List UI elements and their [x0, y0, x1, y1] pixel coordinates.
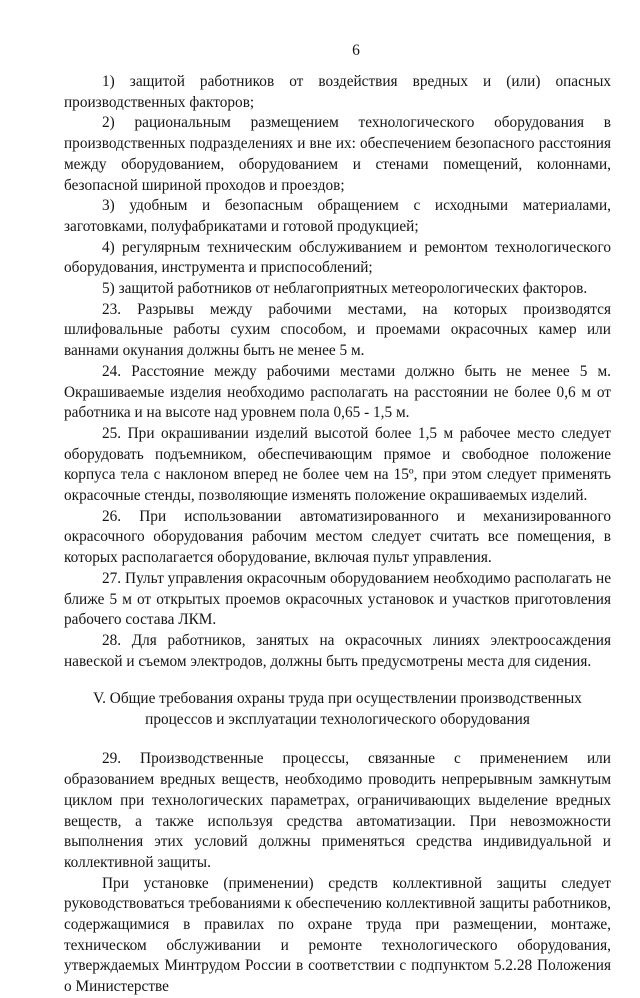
collective-protection-paragraph: При установке (применении) средств коллективной защиты следует руководствоваться требованиями к обеспечению коллективной защиты работников, содержащимися в правилах по охране труда при размещении, монтаже, техническом обслуживании и ремонте технологического оборудования, утверждаемых Минтрудом России в соответствии с подпунктом 5.2.28 Положения о Министерстве — [64, 874, 611, 996]
list-item-1: 1) защитой работников от воздействия вредных и (или) опасных производственных факторов; — [64, 73, 611, 111]
list-item-5: 5) защитой работников от неблагоприятных метеорологических факторов. — [102, 280, 588, 298]
section-heading-line-2: процессов и эксплуатации технологического оборудования — [145, 710, 530, 728]
list-item-4: 4) регулярным техническим обслуживанием и ремонтом технологического оборудования, инструмента и приспособлений; — [64, 238, 611, 277]
clause-26: 26. При использовании автоматизированного и механизированного окрасочного оборудования рабочим местом следует считать все помещения, в которых располагается оборудование, включая пульт управления. — [64, 507, 611, 567]
clause-25: 25. При окрашивании изделий высотой более 1,5 м рабочее место следует оборудовать подъемником, обеспечивающим прямое и свободное положение корпуса тела с наклоном вперед не более чем на 15º, при этом следует применять окрасочные стенды, позволяющие изменять положение окрашиваемых изделий. — [64, 424, 611, 505]
clause-27: 27. Пульт управления окрасочным оборудованием необходимо располагать не ближе 5 м от открытых проемов окрасочных установок и участков приготовления рабочего состава ЛКМ. — [64, 569, 611, 629]
page-number: 6 — [352, 42, 360, 59]
section-heading — [64, 689, 611, 730]
list-item-3: 3) удобным и безопасным обращением с исходными материалами, заготовками, полуфабрикатами и готовой продукцией; — [64, 197, 611, 235]
clause-29: 29. Производственные процессы, связанные с применением или образованием вредных веществ, необходимо проводить непрерывным замкнутым циклом при технологических параметрах, ограничивающих выделение вредных веществ, а также используя средства автоматизации. При невозможности выполнения этих условий должны применяться средства индивидуальной и коллективной защиты. — [64, 750, 611, 871]
document-body — [64, 72, 611, 998]
list-item-2: 2) рациональным размещением технологического оборудования в производственных подразделениях и вне их: обеспечением безопасного расстояния между оборудованием, оборудованием и стенами помещений, колоннами, безопасной шириной проходов и проездов; — [64, 114, 611, 194]
clause-23: 23. Разрывы между рабочими местами, на которых производятся шлифовальные работы сухим способом, и проемами окрасочных камер или ваннами окунания должны быть не менее 5 м. — [64, 300, 611, 360]
clause-28: 28. Для работников, занятых на окрасочных линиях электроосаждения навеской и съемом электродов, должны быть предусмотрены места для сидения. — [64, 631, 611, 670]
clause-24: 24. Расстояние между рабочими местами должно быть не менее 5 м. Окрашиваемые изделия необходимо располагать на расстоянии не более 0,6 м от работника и на высоте над уровнем пола 0,65 - 1,5 м. — [64, 362, 611, 422]
section-heading-line-1: V. Общие требования охраны труда при осуществлении производственных — [93, 690, 582, 708]
